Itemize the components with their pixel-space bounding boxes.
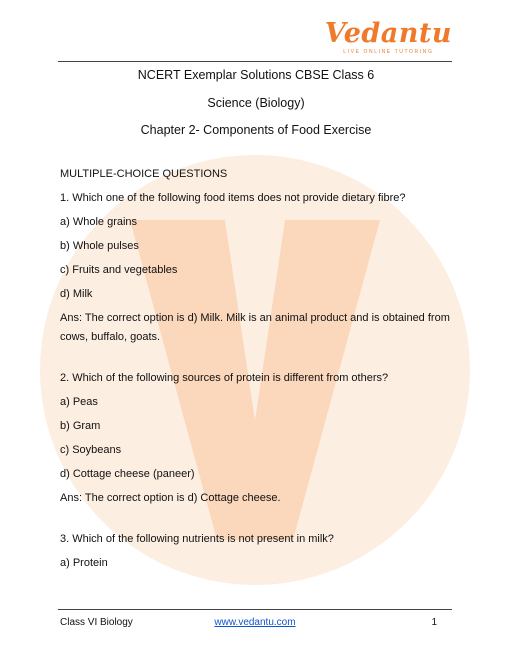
- doc-chapter: Chapter 2- Components of Food Exercise: [140, 123, 372, 137]
- doc-title: NCERT Exemplar Solutions CBSE Class 6: [137, 68, 375, 82]
- q2-option-d: d) Cottage cheese (paneer): [60, 468, 195, 480]
- website-link[interactable]: www.vedantu.com: [214, 617, 296, 628]
- logo-tagline: LIVE ONLINE TUTORING: [343, 49, 434, 55]
- q2-option-b: b) Gram: [60, 420, 101, 432]
- document-body: [60, 66, 452, 571]
- logo-wordmark: Vedantu: [324, 18, 452, 49]
- question-1: 1. Which one of the following food items does not provide dietary fibre?: [60, 192, 406, 204]
- q2-answer: Ans: The correct option is d) Cottage cheese.: [60, 492, 281, 504]
- question-3: 3. Which of the following nutrients is not present in milk?: [60, 533, 334, 545]
- q1-option-a: a) Whole grains: [60, 216, 138, 228]
- q1-option-b: b) Whole pulses: [60, 240, 139, 252]
- header-divider: [58, 61, 452, 62]
- q3-option-a: a) Protein: [60, 557, 108, 569]
- vedantu-logo: [325, 20, 452, 55]
- q1-answer: Ans: The correct option is d) Milk. Milk is an animal product and is obtained from: [60, 312, 450, 324]
- section-heading: MULTIPLE-CHOICE QUESTIONS: [60, 168, 228, 180]
- doc-subject: Science (Biology): [207, 96, 305, 110]
- q1-option-c: c) Fruits and vegetables: [60, 264, 178, 276]
- page-number: 1: [431, 617, 437, 628]
- footer-divider: [58, 609, 452, 610]
- footer-course: Class VI Biology: [60, 617, 133, 628]
- q2-option-c: c) Soybeans: [60, 444, 122, 456]
- q1-option-d: d) Milk: [60, 288, 93, 300]
- question-2: 2. Which of the following sources of protein is different from others?: [60, 372, 389, 384]
- q2-option-a: a) Peas: [60, 396, 98, 408]
- q1-answer-continued: cows, buffalo, goats.: [60, 331, 161, 343]
